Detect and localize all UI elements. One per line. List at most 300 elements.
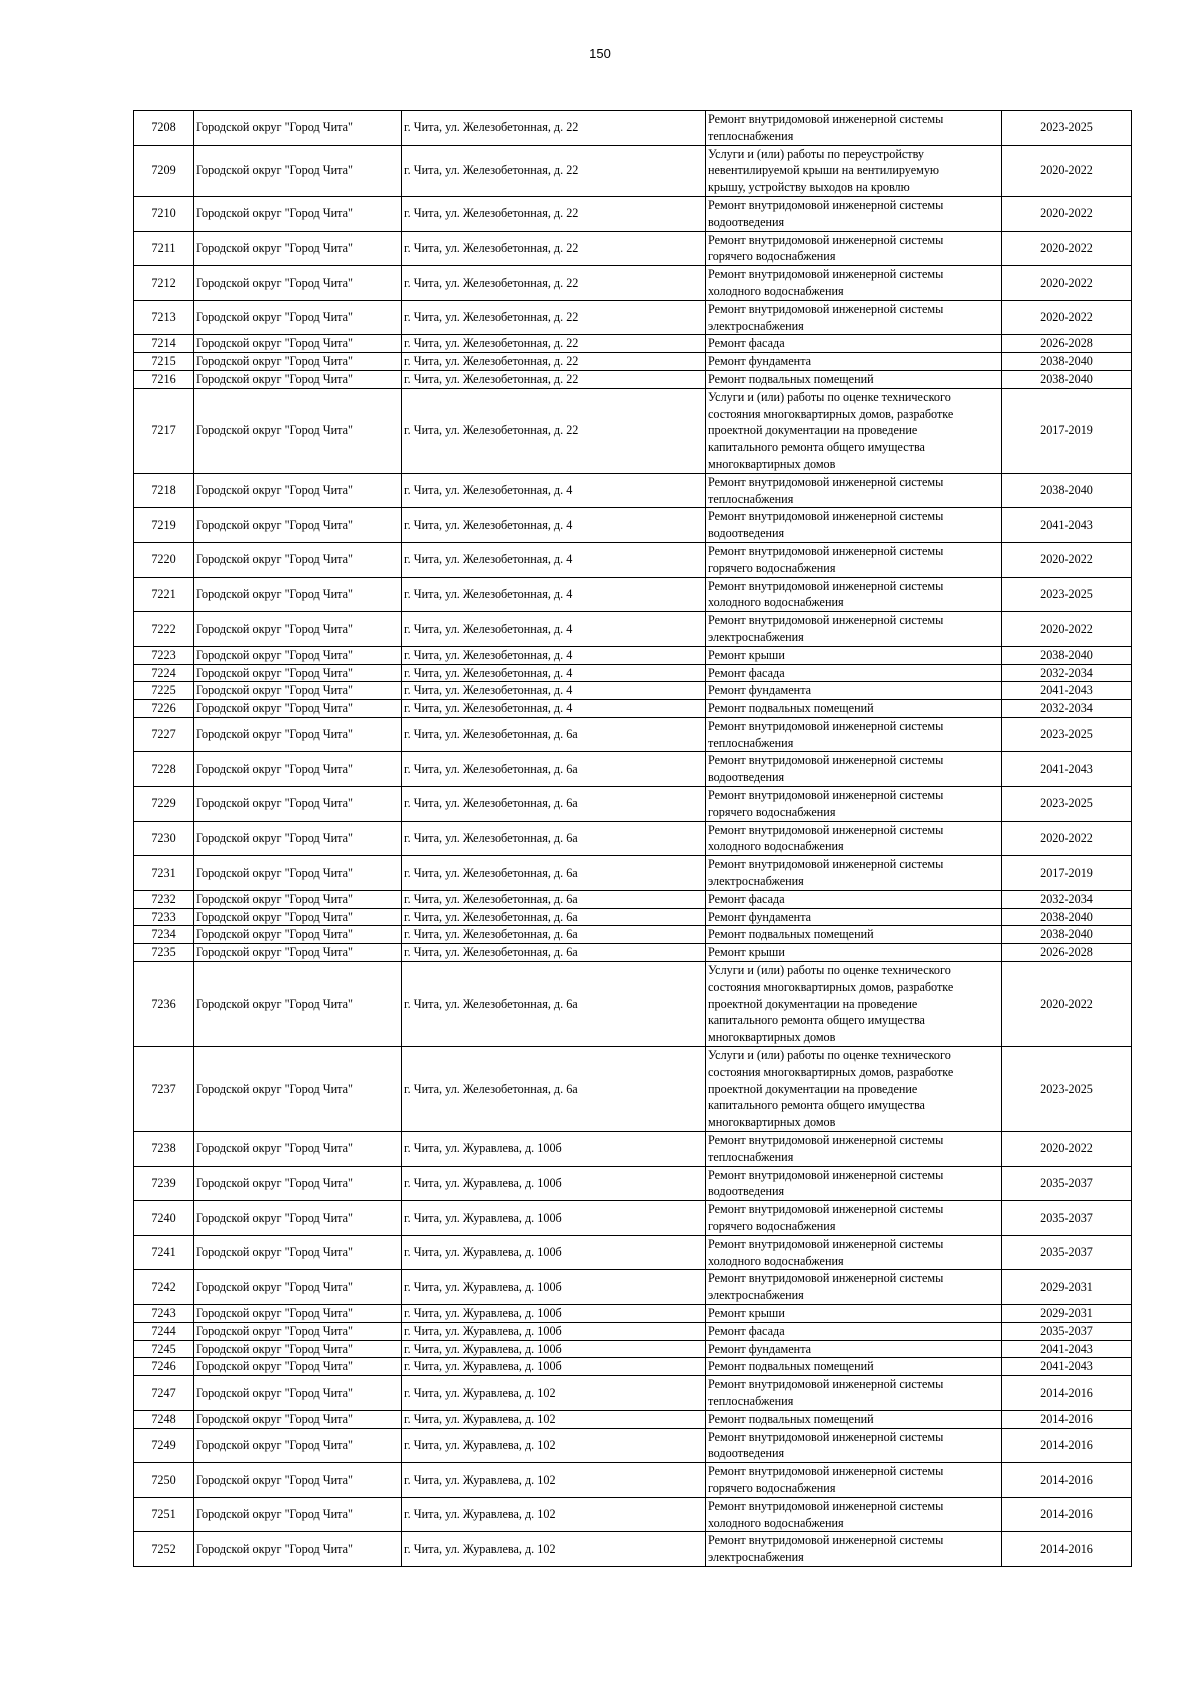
work-type-line: горячего водоснабжения [708,1219,836,1233]
row-number-cell: 7216 [134,370,194,388]
work-type-cell [706,646,1002,664]
table-row [134,388,1132,473]
row-number-cell: 7244 [134,1322,194,1340]
period-cell: 2020-2022 [1002,962,1132,1047]
table-row [134,300,1132,335]
work-type-line: проектной документации на проведение [708,1081,918,1096]
period-cell: 2020-2022 [1002,300,1132,335]
table-row [134,1497,1132,1532]
work-type-line: Ремонт внутридомовой инженерной системы [708,1464,944,1479]
work-type-cell [706,856,1002,891]
work-type-cell [706,717,1002,752]
work-type-line: горячего водоснабжения [708,1480,836,1495]
work-type-line: Ремонт фасада [708,1323,785,1338]
address-cell: г. Чита, ул. Железобетонная, д. 6а [402,717,706,752]
work-type-cell [706,335,1002,353]
address-cell: г. Чита, ул. Железобетонная, д. 4 [402,682,706,700]
row-number-cell: 7219 [134,508,194,543]
work-type-line: Ремонт внутридомовой инженерной системы [708,822,944,837]
table-row [134,1166,1132,1201]
table-row [134,1304,1132,1322]
work-type-cell [706,752,1002,787]
municipality-cell: Городской округ "Город Чита" [194,577,402,612]
address-cell: г. Чита, ул. Железобетонная, д. 22 [402,335,706,353]
municipality-cell: Городской округ "Город Чита" [194,752,402,787]
table-row [134,1358,1132,1376]
row-number-cell: 7217 [134,388,194,473]
address-cell: г. Чита, ул. Журавлева, д. 102 [402,1463,706,1498]
municipality-cell: Городской округ "Город Чита" [194,682,402,700]
municipality-cell: Городской округ "Город Чита" [194,388,402,473]
row-number-cell: 7214 [134,335,194,353]
address-cell: г. Чита, ул. Журавлева, д. 100б [402,1201,706,1236]
address-cell: г. Чита, ул. Железобетонная, д. 4 [402,473,706,508]
work-type-cell [706,1358,1002,1376]
municipality-cell: Городской округ "Город Чита" [194,145,402,196]
work-type-line: Ремонт внутридомовой инженерной системы [708,1533,944,1548]
period-cell: 2023-2025 [1002,111,1132,146]
work-type-line: невентилируемой крыши на вентилируемую [708,163,940,178]
table-row [134,664,1132,682]
work-type-line: Ремонт внутридомовой инженерной системы [708,543,944,558]
table-body [134,111,1132,1567]
table-row [134,1201,1132,1236]
row-number-cell: 7252 [134,1532,194,1567]
work-type-line: электроснабжения [708,629,804,644]
municipality-cell: Городской округ "Город Чита" [194,300,402,335]
row-number-cell: 7215 [134,353,194,371]
municipality-cell: Городской округ "Город Чита" [194,1463,402,1498]
address-cell: г. Чита, ул. Железобетонная, д. 22 [402,388,706,473]
address-cell: г. Чита, ул. Журавлева, д. 102 [402,1497,706,1532]
table-row [134,1340,1132,1358]
period-cell: 2029-2031 [1002,1270,1132,1305]
municipality-cell: Городской округ "Город Чита" [194,612,402,647]
work-type-cell [706,473,1002,508]
work-type-line: Ремонт фундамента [708,1341,812,1356]
table-row [134,370,1132,388]
work-type-line: теплоснабжения [708,735,794,750]
row-number-cell: 7238 [134,1132,194,1167]
table-row [134,646,1132,664]
municipality-cell: Городской округ "Город Чита" [194,542,402,577]
period-cell: 2035-2037 [1002,1201,1132,1236]
work-type-line: Ремонт внутридомовой инженерной системы [708,1377,944,1392]
work-type-line: Ремонт внутридомовой инженерной системы [708,578,944,593]
row-number-cell: 7230 [134,821,194,856]
table-row [134,944,1132,962]
row-number-cell: 7236 [134,962,194,1047]
work-type-line: Ремонт внутридомовой инженерной системы [708,718,944,733]
work-type-cell [706,1532,1002,1567]
period-cell: 2035-2037 [1002,1235,1132,1270]
work-type-line: Ремонт крыши [708,647,785,662]
address-cell: г. Чита, ул. Железобетонная, д. 4 [402,577,706,612]
work-type-cell [706,1428,1002,1463]
work-type-line: электроснабжения [708,1288,804,1303]
municipality-cell: Городской округ "Город Чита" [194,1322,402,1340]
work-type-line: водоотведения [708,1446,785,1461]
address-cell: г. Чита, ул. Железобетонная, д. 4 [402,646,706,664]
row-number-cell: 7250 [134,1463,194,1498]
period-cell: 2014-2016 [1002,1376,1132,1411]
work-type-line: водоотведения [708,1184,785,1199]
work-type-cell [706,821,1002,856]
work-type-line: Ремонт внутридомовой инженерной системы [708,1133,944,1148]
period-cell: 2035-2037 [1002,1322,1132,1340]
work-type-line: капитального ремонта общего имущества [708,1098,925,1113]
address-cell: г. Чита, ул. Железобетонная, д. 6а [402,908,706,926]
row-number-cell: 7242 [134,1270,194,1305]
address-cell: г. Чита, ул. Журавлева, д. 102 [402,1532,706,1567]
municipality-cell: Городской округ "Город Чита" [194,1340,402,1358]
work-type-line: Услуги и (или) работы по оценке технического [708,1048,951,1063]
work-type-line: Ремонт фундамента [708,909,812,924]
work-type-cell [706,577,1002,612]
work-type-cell [706,700,1002,718]
work-type-line: состояния многоквартирных домов, разработке [708,979,954,994]
municipality-cell: Городской округ "Город Чита" [194,890,402,908]
work-type-line: Ремонт подвальных помещений [708,927,874,942]
row-number-cell: 7239 [134,1166,194,1201]
address-cell: г. Чита, ул. Железобетонная, д. 6а [402,856,706,891]
work-type-line: Ремонт подвальных помещений [708,371,874,386]
address-cell: г. Чита, ул. Железобетонная, д. 6а [402,890,706,908]
municipality-cell: Городской округ "Город Чита" [194,1376,402,1411]
period-cell: 2020-2022 [1002,196,1132,231]
work-type-cell [706,542,1002,577]
table-row [134,266,1132,301]
work-type-line: Ремонт подвальных помещений [708,1359,874,1374]
work-type-cell [706,1463,1002,1498]
address-cell: г. Чита, ул. Железобетонная, д. 4 [402,542,706,577]
municipality-cell: Городской округ "Город Чита" [194,1358,402,1376]
table-row [134,700,1132,718]
table-row [134,1235,1132,1270]
municipality-cell: Городской округ "Город Чита" [194,1304,402,1322]
municipality-cell: Городской округ "Город Чита" [194,787,402,822]
work-type-line: электроснабжения [708,874,804,889]
table-row [134,145,1132,196]
work-type-cell [706,1047,1002,1132]
table-row [134,577,1132,612]
period-cell: 2032-2034 [1002,664,1132,682]
municipality-cell: Городской округ "Город Чита" [194,1410,402,1428]
address-cell: г. Чита, ул. Журавлева, д. 102 [402,1428,706,1463]
table-row [134,908,1132,926]
row-number-cell: 7227 [134,717,194,752]
period-cell: 2020-2022 [1002,1132,1132,1167]
row-number-cell: 7222 [134,612,194,647]
table-row [134,752,1132,787]
work-type-line: Ремонт крыши [708,945,785,960]
period-cell: 2023-2025 [1002,1047,1132,1132]
row-number-cell: 7248 [134,1410,194,1428]
municipality-cell: Городской округ "Город Чита" [194,335,402,353]
work-type-line: холодного водоснабжения [708,1515,844,1530]
work-type-cell [706,1201,1002,1236]
row-number-cell: 7237 [134,1047,194,1132]
work-type-line: Ремонт внутридомовой инженерной системы [708,1167,944,1182]
period-cell: 2023-2025 [1002,787,1132,822]
row-number-cell: 7212 [134,266,194,301]
period-cell: 2038-2040 [1002,353,1132,371]
table-row [134,1047,1132,1132]
row-number-cell: 7209 [134,145,194,196]
period-cell: 2038-2040 [1002,473,1132,508]
period-cell: 2029-2031 [1002,1304,1132,1322]
row-number-cell: 7226 [134,700,194,718]
address-cell: г. Чита, ул. Железобетонная, д. 6а [402,1047,706,1132]
work-type-line: Ремонт фундамента [708,354,812,369]
address-cell: г. Чита, ул. Железобетонная, д. 22 [402,370,706,388]
period-cell: 2014-2016 [1002,1463,1132,1498]
address-cell: г. Чита, ул. Железобетонная, д. 22 [402,300,706,335]
address-cell: г. Чита, ул. Журавлева, д. 102 [402,1376,706,1411]
work-type-line: Ремонт фундамента [708,683,812,698]
address-cell: г. Чита, ул. Железобетонная, д. 6а [402,752,706,787]
municipality-cell: Городской округ "Город Чита" [194,508,402,543]
period-cell: 2026-2028 [1002,335,1132,353]
row-number-cell: 7211 [134,231,194,266]
work-type-cell [706,682,1002,700]
row-number-cell: 7247 [134,1376,194,1411]
work-type-line: холодного водоснабжения [708,283,844,298]
work-type-cell [706,1166,1002,1201]
address-cell: г. Чита, ул. Железобетонная, д. 4 [402,664,706,682]
row-number-cell: 7225 [134,682,194,700]
period-cell: 2032-2034 [1002,700,1132,718]
table-row [134,335,1132,353]
address-cell: г. Чита, ул. Железобетонная, д. 22 [402,196,706,231]
municipality-cell: Городской округ "Город Чита" [194,370,402,388]
municipality-cell: Городской округ "Город Чита" [194,700,402,718]
address-cell: г. Чита, ул. Железобетонная, д. 6а [402,787,706,822]
work-type-line: теплоснабжения [708,491,794,506]
address-cell: г. Чита, ул. Железобетонная, д. 6а [402,962,706,1047]
work-type-cell [706,1410,1002,1428]
table-row [134,508,1132,543]
municipality-cell: Городской округ "Город Чита" [194,856,402,891]
period-cell: 2038-2040 [1002,908,1132,926]
work-type-line: Ремонт внутридомовой инженерной системы [708,112,944,126]
table-row [134,196,1132,231]
work-type-line: Ремонт внутридомовой инженерной системы [708,197,944,212]
work-type-cell [706,145,1002,196]
work-type-line: многоквартирных домов [708,1030,836,1045]
row-number-cell: 7234 [134,926,194,944]
municipality-cell: Городской округ "Город Чита" [194,664,402,682]
work-type-line: холодного водоснабжения [708,839,844,854]
row-number-cell: 7218 [134,473,194,508]
work-type-line: Ремонт внутридомовой инженерной системы [708,857,944,872]
period-cell: 2041-2043 [1002,1340,1132,1358]
work-type-cell [706,1270,1002,1305]
work-type-line: состояния многоквартирных домов, разработке [708,406,954,421]
work-type-line: капитального ремонта общего имущества [708,440,925,455]
period-cell: 2023-2025 [1002,577,1132,612]
municipality-cell: Городской округ "Город Чита" [194,1166,402,1201]
work-type-line: Ремонт внутридомовой инженерной системы [708,1429,944,1444]
municipality-cell: Городской округ "Город Чита" [194,1428,402,1463]
work-type-cell [706,231,1002,266]
work-type-cell [706,111,1002,146]
period-cell: 2038-2040 [1002,370,1132,388]
work-type-line: Услуги и (или) работы по оценке технического [708,389,951,404]
work-type-line: Ремонт внутридомовой инженерной системы [708,788,944,803]
work-type-line: многоквартирных домов [708,1115,836,1130]
address-cell: г. Чита, ул. Журавлева, д. 100б [402,1322,706,1340]
address-cell: г. Чита, ул. Железобетонная, д. 22 [402,266,706,301]
table-row [134,682,1132,700]
address-cell: г. Чита, ул. Журавлева, д. 100б [402,1358,706,1376]
municipality-cell: Городской округ "Город Чита" [194,1270,402,1305]
period-cell: 2020-2022 [1002,821,1132,856]
municipality-cell: Городской округ "Город Чита" [194,231,402,266]
table-row [134,787,1132,822]
work-type-line: Ремонт внутридомовой инженерной системы [708,613,944,628]
work-type-line: электроснабжения [708,1550,804,1565]
work-type-line: многоквартирных домов [708,456,836,471]
table-row [134,612,1132,647]
work-type-cell [706,926,1002,944]
row-number-cell: 7229 [134,787,194,822]
work-type-line: Ремонт внутридомовой инженерной системы [708,1236,944,1251]
address-cell: г. Чита, ул. Журавлева, д. 100б [402,1132,706,1167]
row-number-cell: 7223 [134,646,194,664]
page-number: 150 [589,46,611,61]
work-type-cell [706,1497,1002,1532]
work-type-line: Ремонт внутридомовой инженерной системы [708,232,944,247]
period-cell: 2038-2040 [1002,646,1132,664]
address-cell: г. Чита, ул. Журавлева, д. 102 [402,1410,706,1428]
municipality-cell: Городской округ "Город Чита" [194,1047,402,1132]
work-type-line: проектной документации на проведение [708,423,918,438]
table-row [134,890,1132,908]
work-type-line: холодного водоснабжения [708,1253,844,1268]
work-type-line: горячего водоснабжения [708,560,836,575]
work-type-line: проектной документации на проведение [708,996,918,1011]
work-type-cell [706,300,1002,335]
municipality-cell: Городской округ "Город Чита" [194,944,402,962]
work-type-line: Ремонт внутридомовой инженерной системы [708,1498,944,1513]
row-number-cell: 7213 [134,300,194,335]
address-cell: г. Чита, ул. Железобетонная, д. 22 [402,231,706,266]
row-number-cell: 7220 [134,542,194,577]
row-number-cell: 7243 [134,1304,194,1322]
address-cell: г. Чита, ул. Железобетонная, д. 4 [402,612,706,647]
period-cell: 2020-2022 [1002,542,1132,577]
work-type-cell [706,1235,1002,1270]
work-type-line: холодного водоснабжения [708,595,844,610]
row-number-cell: 7251 [134,1497,194,1532]
address-cell: г. Чита, ул. Железобетонная, д. 4 [402,508,706,543]
period-cell: 2041-2043 [1002,508,1132,543]
period-cell: 2035-2037 [1002,1166,1132,1201]
table-row [134,821,1132,856]
address-cell: г. Чита, ул. Железобетонная, д. 4 [402,700,706,718]
period-cell: 2017-2019 [1002,856,1132,891]
row-number-cell: 7249 [134,1428,194,1463]
table-row [134,111,1132,146]
table-row [134,542,1132,577]
work-type-cell [706,1340,1002,1358]
work-type-line: Ремонт подвальных помещений [708,701,874,716]
row-number-cell: 7240 [134,1201,194,1236]
period-cell: 2026-2028 [1002,944,1132,962]
address-cell: г. Чита, ул. Железобетонная, д. 6а [402,926,706,944]
work-type-line: капитального ремонта общего имущества [708,1013,925,1028]
work-type-cell [706,944,1002,962]
work-type-cell [706,1132,1002,1167]
period-cell: 2020-2022 [1002,266,1132,301]
municipality-cell: Городской округ "Город Чита" [194,111,402,146]
municipality-cell: Городской округ "Город Чита" [194,1532,402,1567]
row-number-cell: 7208 [134,111,194,146]
work-type-line: теплоснабжения [708,1149,794,1164]
address-cell: г. Чита, ул. Журавлева, д. 100б [402,1166,706,1201]
address-cell: г. Чита, ул. Журавлева, д. 100б [402,1270,706,1305]
work-type-cell [706,508,1002,543]
work-type-cell [706,962,1002,1047]
municipality-cell: Городской округ "Город Чита" [194,926,402,944]
municipality-cell: Городской округ "Город Чита" [194,962,402,1047]
period-cell: 2041-2043 [1002,1358,1132,1376]
period-cell: 2023-2025 [1002,717,1132,752]
work-type-cell [706,787,1002,822]
work-type-line: теплоснабжения [708,128,794,143]
row-number-cell: 7221 [134,577,194,612]
work-type-cell [706,664,1002,682]
row-number-cell: 7210 [134,196,194,231]
work-type-line: горячего водоснабжения [708,249,836,264]
period-cell: 2032-2034 [1002,890,1132,908]
work-type-line: водоотведения [708,770,785,785]
address-cell: г. Чита, ул. Железобетонная, д. 6а [402,944,706,962]
address-cell: г. Чита, ул. Журавлева, д. 100б [402,1340,706,1358]
table-row [134,1463,1132,1498]
address-cell: г. Чита, ул. Железобетонная, д. 22 [402,111,706,146]
work-type-line: горячего водоснабжения [708,804,836,819]
row-number-cell: 7224 [134,664,194,682]
work-type-line: Ремонт внутридомовой инженерной системы [708,267,944,282]
work-type-cell [706,370,1002,388]
work-type-line: Ремонт крыши [708,1305,785,1320]
address-cell: г. Чита, ул. Железобетонная, д. 22 [402,353,706,371]
work-type-line: Ремонт внутридомовой инженерной системы [708,1202,944,1217]
table-row [134,1270,1132,1305]
work-type-cell [706,266,1002,301]
work-type-cell [706,908,1002,926]
period-cell: 2020-2022 [1002,145,1132,196]
table-row [134,1132,1132,1167]
address-cell: г. Чита, ул. Журавлева, д. 100б [402,1235,706,1270]
work-type-cell [706,1322,1002,1340]
work-type-line: Ремонт внутридомовой инженерной системы [708,753,944,768]
row-number-cell: 7233 [134,908,194,926]
period-cell: 2020-2022 [1002,231,1132,266]
municipality-cell: Городской округ "Город Чита" [194,473,402,508]
period-cell: 2020-2022 [1002,612,1132,647]
address-cell: г. Чита, ул. Железобетонная, д. 22 [402,145,706,196]
period-cell: 2017-2019 [1002,388,1132,473]
row-number-cell: 7241 [134,1235,194,1270]
municipality-cell: Городской округ "Город Чита" [194,196,402,231]
row-number-cell: 7246 [134,1358,194,1376]
period-cell: 2014-2016 [1002,1410,1132,1428]
municipality-cell: Городской округ "Город Чита" [194,266,402,301]
work-type-line: теплоснабжения [708,1393,794,1408]
